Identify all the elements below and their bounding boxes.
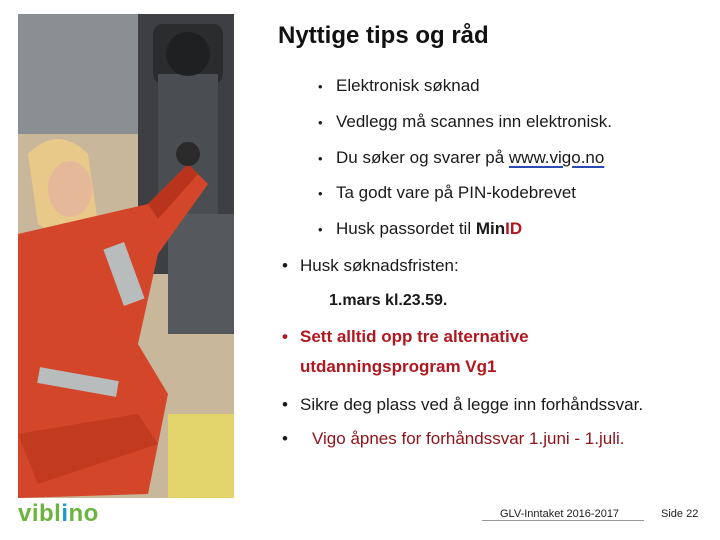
list-item-alternatives (282, 327, 529, 347)
list-item-text: Du søker og svarer på (336, 148, 509, 167)
list-item-text: Vigo åpnes for forhåndssvar 1.juni - 1.juli. (312, 429, 625, 448)
minid-label (476, 219, 522, 238)
list-item-text: Elektronisk søknad (336, 76, 480, 95)
bullet-icon: • (318, 222, 323, 237)
list-item-deadline (282, 256, 459, 276)
footer-divider (482, 520, 644, 521)
logo-text-part1: vibl (18, 500, 62, 527)
bullet-icon: • (282, 256, 288, 275)
list-item-text: Ta godt vare på PIN-kodebrevet (336, 183, 577, 202)
list-item-text: Husk passordet til (336, 219, 476, 238)
bullet-icon: • (318, 79, 323, 94)
footer-center: GLV-Inntaket 2016-2017 (500, 508, 620, 520)
list-item-vigo (318, 148, 604, 168)
bullet-icon: • (282, 327, 288, 346)
list-item-text: Sett alltid opp tre alternative (300, 327, 529, 346)
bullet-icon: • (282, 395, 288, 414)
list-item-text: Husk søknadsfristen: (300, 256, 459, 275)
bullet-icon: • (318, 186, 323, 201)
minid-id: ID (505, 219, 523, 238)
list-item-minid (318, 219, 522, 239)
logo-text-part2: i (61, 500, 69, 527)
list-item-sure-place (282, 395, 643, 415)
bullet-icon: • (318, 151, 323, 166)
list-item-text: Vedlegg må scannes inn elektronisk. (336, 112, 612, 131)
minid-min: Min (475, 219, 506, 238)
deadline-value: 1.mars kl.23.59. (329, 292, 448, 309)
logo-text-part3: no (68, 500, 99, 527)
slide-title: Nyttige tips og råd (278, 22, 489, 49)
page-number: Side 22 (661, 508, 699, 520)
vilbo-logo (18, 500, 99, 528)
list-item-vigo-open (282, 429, 624, 449)
alternatives-continuation: utdanningsprogram Vg1 (300, 357, 497, 376)
list-item-electronic-application (318, 76, 480, 96)
bullet-icon: • (282, 429, 288, 448)
bullet-icon: • (318, 115, 323, 130)
list-item-pin (318, 183, 576, 203)
vigo-link[interactable]: www.vigo.no (508, 148, 605, 167)
list-item-attachments (318, 112, 612, 132)
worker-photo (18, 14, 234, 498)
list-item-text: Sikre deg plass ved å legge inn forhåndssvar. (300, 395, 644, 414)
